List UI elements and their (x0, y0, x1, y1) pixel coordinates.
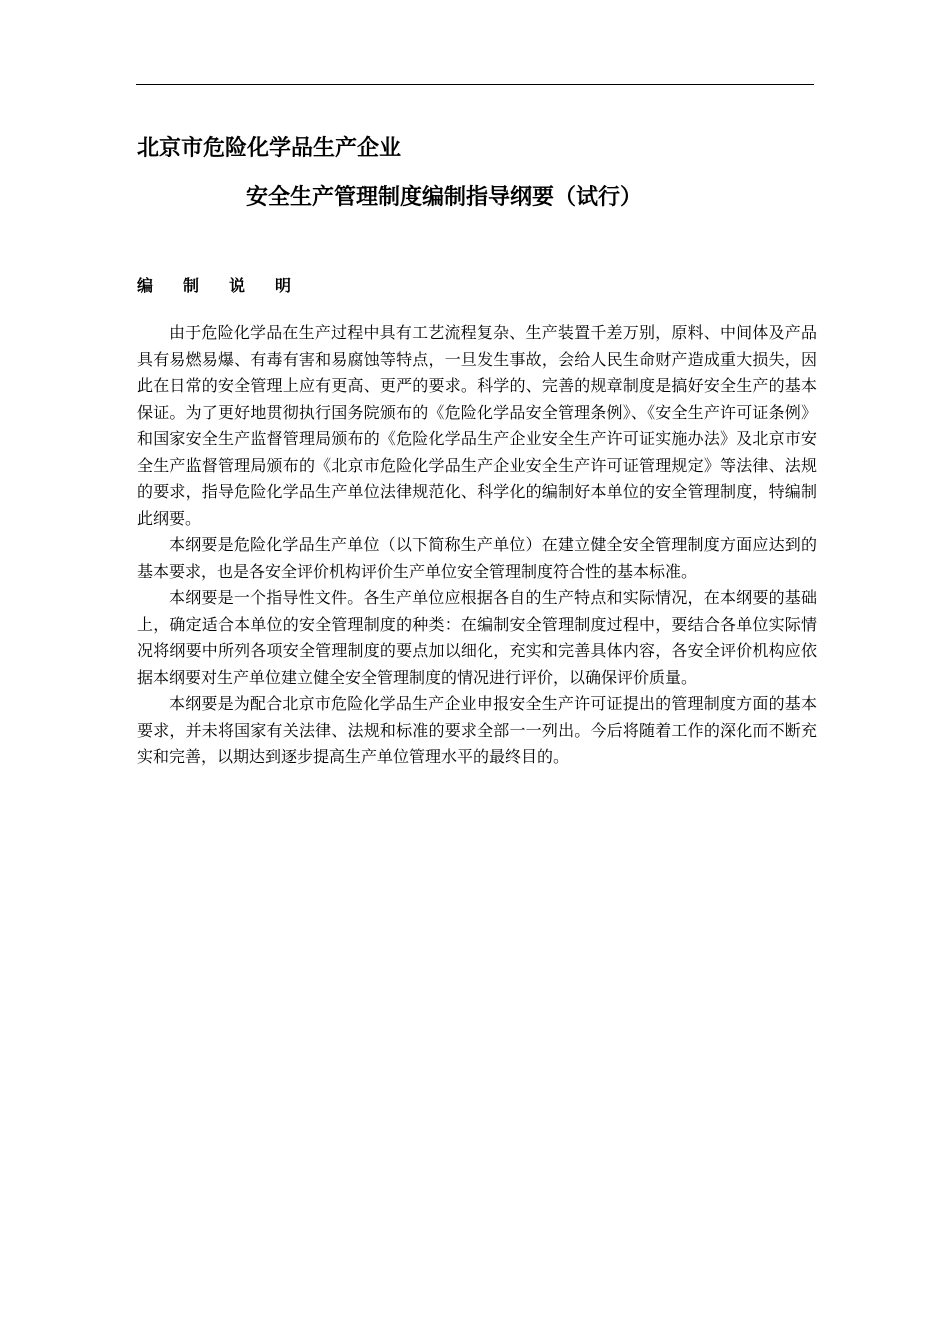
document-title-line-1: 北京市危险化学品生产企业 (137, 136, 402, 161)
document-title-line-2: 安全生产管理制度编制指导纲要（试行） (246, 185, 643, 210)
paragraph-1: 由于危险化学品在生产过程中具有工艺流程复杂、生产装置千差万别，原料、中间体及产品具有易燃易爆、有毒有害和易腐蚀等特点，一旦发生事故，会给人民生命财产造成重大损失，因此在日常的安全管理上应有更高、更严的要求。科学的、完善的规章制度是搞好安全生产的基本保证。为了更好地贯彻执行国务院颁布的《危险化学品安全管理条例》、《安全生产许可证条例》和国家安全生产监督管理局颁布的《危险化学品生产企业安全生产许可证实施办法》及北京市安全生产监督管理局颁布的《北京市危险化学品生产企业安全生产许可证管理规定》等法律、法规的要求，指导危险化学品生产单位法律规范化、科学化的编制好本单位的安全管理制度，特编制此纲要。 (137, 323, 817, 528)
paragraph-4: 本纲要是为配合北京市危险化学品生产企业申报安全生产许可证提出的管理制度方面的基本要求，并未将国家有关法律、法规和标准的要求全部一一列出。今后将随着工作的深化而不断充实和完善，以期达到逐步提高生产单位管理水平的最终目的。 (137, 694, 817, 766)
body-text (137, 320, 817, 771)
section-heading-char: 编 (137, 276, 154, 295)
section-heading (137, 275, 321, 297)
section-heading-char: 明 (275, 276, 292, 295)
top-divider (136, 84, 814, 85)
paragraph-3: 本纲要是一个指导性文件。各生产单位应根据各自的生产特点和实际情况，在本纲要的基础上，确定适合本单位的安全管理制度的种类：在编制安全管理制度过程中，要结合各单位实际情况将纲要中所列各项安全管理制度的要点加以细化，充实和完善具体内容，各安全评价机构应依据本纲要对生产单位建立健全安全管理制度的情况进行评价，以确保评价质量。 (137, 588, 817, 687)
section-heading-char: 制 (183, 276, 200, 295)
paragraph-2: 本纲要是危险化学品生产单位（以下简称生产单位）在建立健全安全管理制度方面应达到的基本要求，也是各安全评价机构评价生产单位安全管理制度符合性的基本标准。 (137, 535, 817, 581)
section-heading-char: 说 (229, 276, 246, 295)
